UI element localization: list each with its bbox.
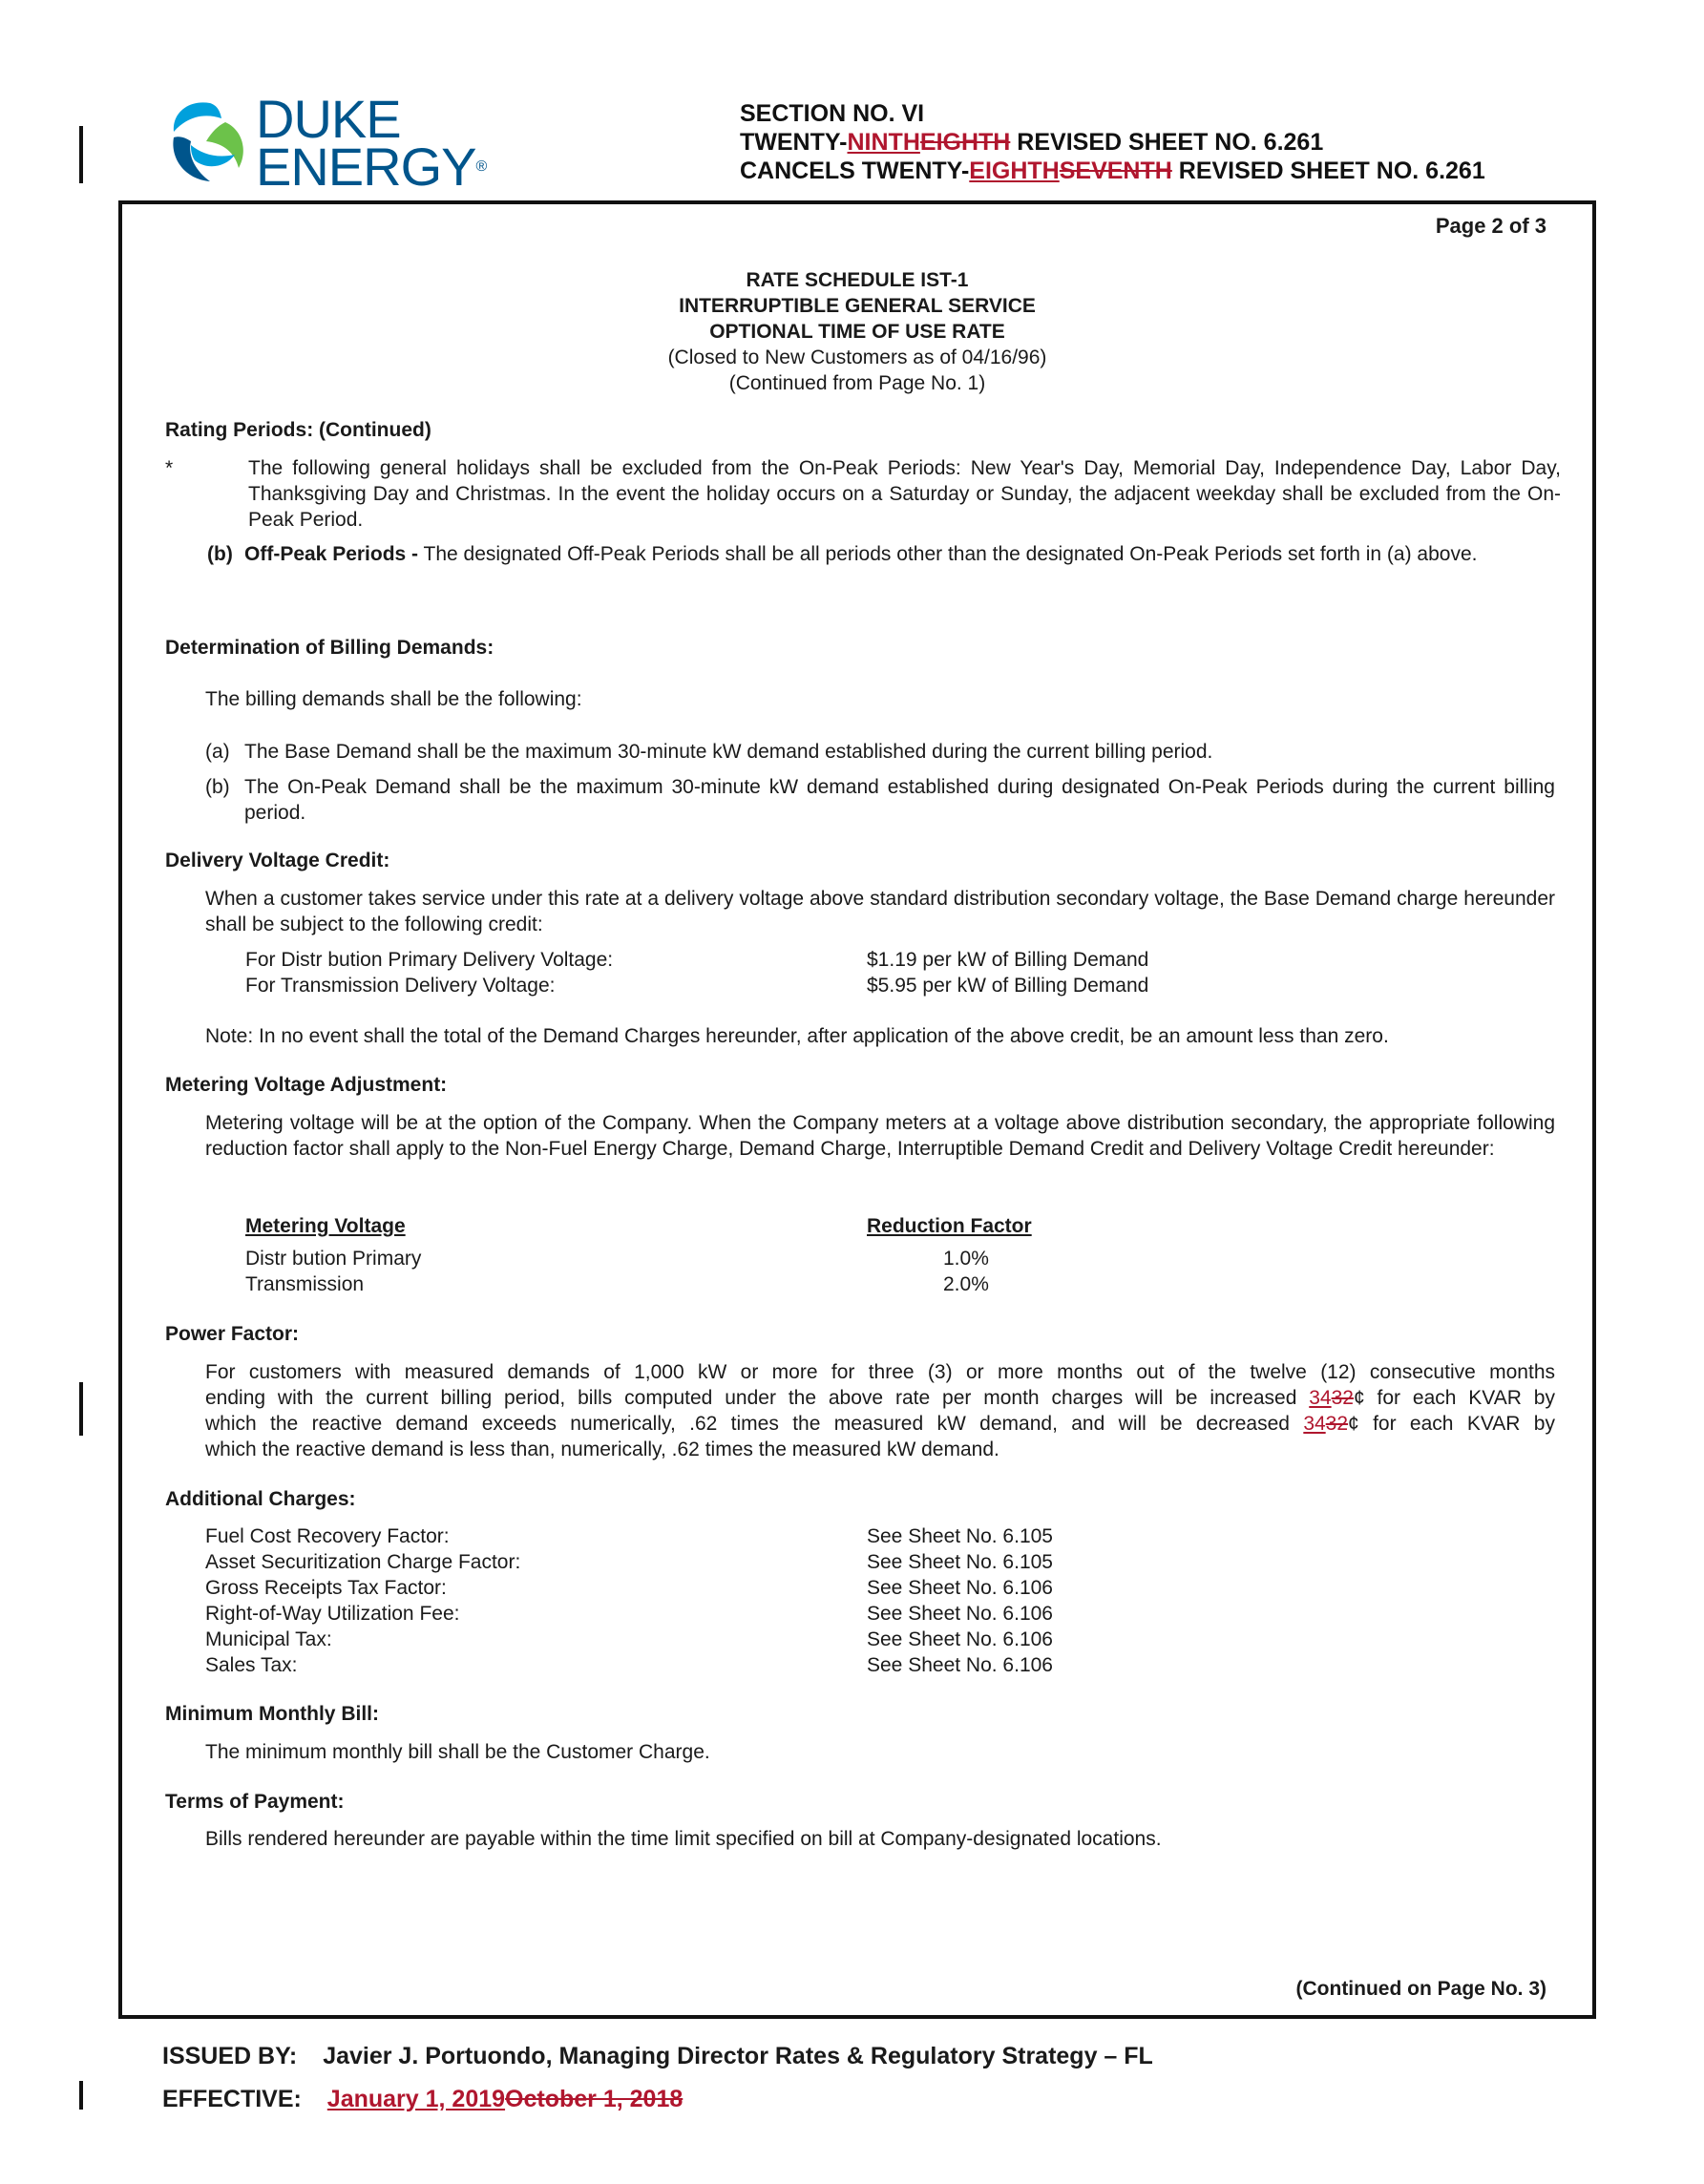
section-heading: Determination of Billing Demands: [165,637,494,659]
deleted-text: October 1, 2018 [505,2086,684,2112]
charge-label: Municipal Tax: [205,1628,332,1650]
continued-label: (Continued on Page No. 3) [1295,1978,1546,2000]
inserted-text: January 1, 2019 [326,2086,506,2112]
column-header: Reduction Factor [867,1215,1032,1237]
charge-label: Asset Securitization Charge Factor: [205,1551,521,1573]
minimum-text: The minimum monthly bill shall be the Customer Charge. [205,1741,710,1763]
on-peak-demand-text: The On-Peak Demand shall be the maximum 30-minute kW demand established during designated On-Peak Periods during the current billing period. [244,776,1555,824]
page-label: Page 2 of 3 [1435,214,1546,238]
charge-label: Fuel Cost Recovery Factor: [205,1525,450,1547]
title-line5: (Continued from Page No. 1) [728,372,986,394]
deleted-text: SEVENTH [1059,158,1172,184]
delivery-value: $1.19 per kW of Billing Demand [867,949,1149,971]
metering-label: Distr bution Primary [245,1248,422,1270]
charge-label: Sales Tax: [205,1654,298,1676]
inserted-text: 34 [1309,1387,1332,1409]
section-heading: Additional Charges: [165,1488,356,1510]
effective-date: EFFECTIVE: January 1, 2019October 1, 2018 [162,2086,684,2112]
power-factor-paragraph: For customers with measured demands of 1,000 kW or more for three (3) or more months out of the twelve (12) consecutive months ending with the current billing period, bills computed under the above rate per month charges will be increased 3432¢ for each KVAR by which the reactive demand exceeds numerically, .62 times the measured kW demand, and will be decreased 3432¢ for each KVAR by which the reactive demand is less than, numerically, .62 times the measured kW demand. [205,1361,1555,1460]
asterisk: * [165,457,174,479]
registered-mark: ® [475,158,487,175]
metering-value: 1.0% [943,1248,989,1270]
terms-text: Bills rendered hereunder are payable within the time limit specified on bill at Company-designated locations. [205,1828,1162,1850]
holidays-paragraph: The following general holidays shall be excluded from the On-Peak Periods: New Year's Day, Memorial Day, Independence Day, Labor Day, Thanksgiving Day and Christmas. In the event the holiday occurs on a Saturday or Sunday, the adjacent weekday shall be excluded from the On-Peak Period. [248,457,1561,531]
document-frame [118,200,1596,2019]
inserted-text: NINTH [847,129,920,156]
deleted-text: 32 [1331,1387,1354,1409]
metering-label: Transmission [245,1273,365,1295]
logo-line2: ENERGY [256,136,476,197]
inserted-text: EIGHTH [969,158,1060,184]
change-bar [79,2081,83,2110]
section-heading: Minimum Monthly Bill: [165,1703,379,1725]
logo-wordmark [256,89,487,197]
change-bar [79,1382,83,1436]
section-heading: Power Factor: [165,1323,300,1345]
off-peak-paragraph: Off-Peak Periods - The designated Off-Peak Periods shall be all periods other than the designated On-Peak Periods set forth in (a) above. [244,543,1478,565]
charge-label: Right-of-Way Utilization Fee: [205,1603,460,1625]
item-label: (b) [205,776,230,798]
column-header: Metering Voltage [245,1215,406,1237]
section-heading: Rating Periods: (Continued) [165,419,431,441]
delivery-value: $5.95 per kW of Billing Demand [867,975,1149,997]
delivery-label: For Transmission Delivery Voltage: [245,975,556,997]
section-heading: Terms of Payment: [165,1791,345,1813]
charge-value: See Sheet No. 6.106 [867,1654,1053,1676]
delivery-note: Note: In no event shall the total of the Demand Charges hereunder, after application of the above credit, be an amount less than zero. [205,1025,1389,1047]
section-heading: Metering Voltage Adjustment: [165,1074,448,1096]
metering-value: 2.0% [943,1273,989,1295]
change-bar [79,126,83,183]
charge-value: See Sheet No. 6.105 [867,1525,1053,1547]
item-label: (a) [205,741,230,763]
cancels-sheet: CANCELS TWENTY-EIGHTHSEVENTH REVISED SHEET NO. 6.261 [740,158,1485,184]
charge-value: See Sheet No. 6.106 [867,1603,1053,1625]
charge-value: See Sheet No. 6.105 [867,1551,1053,1573]
title-line3: OPTIONAL TIME OF USE RATE [709,321,1005,343]
metering-intro: Metering voltage will be at the option of the Company. When the Company meters at a voltage above distribution secondary, the appropriate following reduction factor shall apply to the Non-Fuel Energy Charge, Demand Charge, Interruptible Demand Credit and Delivery Voltage Credit hereunder: [205,1112,1555,1160]
inserted-text: 34 [1303,1413,1326,1435]
title-line4: (Closed to New Customers as of 04/16/96) [667,346,1047,368]
section-heading: Delivery Voltage Credit: [165,850,390,872]
charge-label: Gross Receipts Tax Factor: [205,1577,447,1599]
title-line2: INTERRUPTIBLE GENERAL SERVICE [679,295,1036,317]
delivery-intro: When a customer takes service under this rate at a delivery voltage above standard distribution secondary voltage, the Base Demand charge hereunder shall be subject to the following credit: [205,888,1555,935]
delivery-label: For Distr bution Primary Delivery Voltage: [245,949,614,971]
issued-by: ISSUED BY: Javier J. Portuondo, Managing Director Rates & Regulatory Strategy – FL [162,2043,1153,2069]
charge-value: See Sheet No. 6.106 [867,1577,1053,1599]
logo-line1: DUKE [256,89,401,149]
section-number: SECTION NO. VI [740,100,925,127]
deleted-text: 32 [1325,1413,1349,1435]
base-demand-text: The Base Demand shall be the maximum 30-minute kW demand established during the current billing period. [244,741,1213,763]
billing-intro: The billing demands shall be the following: [205,688,582,710]
deleted-text: EIGHTH [919,129,1011,156]
revised-sheet: TWENTY-NINTHEIGHTH REVISED SHEET NO. 6.261 [740,129,1324,156]
charge-value: See Sheet No. 6.106 [867,1628,1053,1650]
duke-energy-logo-icon [162,95,254,191]
item-label: (b) [207,543,233,565]
title-line1: RATE SCHEDULE IST-1 [746,269,969,291]
